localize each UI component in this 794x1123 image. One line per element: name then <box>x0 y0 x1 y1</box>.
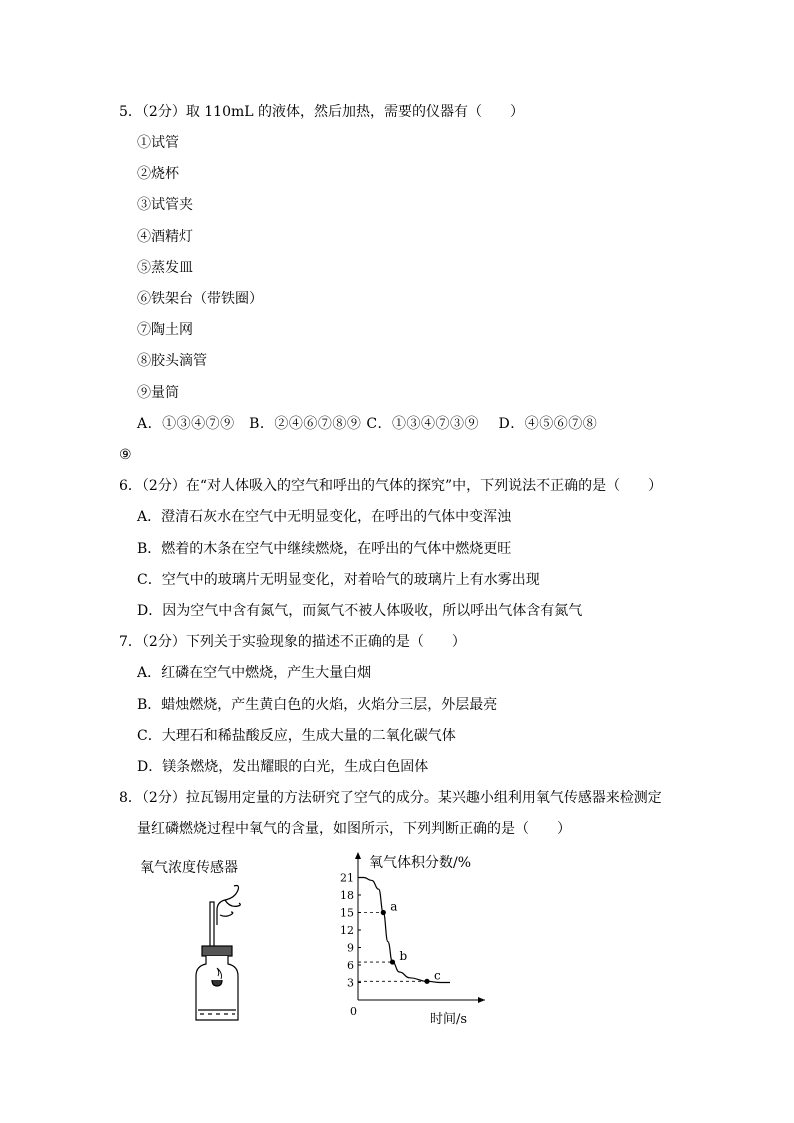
oxygen-chart <box>330 848 505 1028</box>
origin-label: 0 <box>350 1005 357 1018</box>
q8-stem-line1: 8．（2分）拉瓦锡用定量的方法研究了空气的成分。某兴趣小组利用氧气传感器来检测定 <box>119 790 662 806</box>
point-label-b: b <box>399 949 408 964</box>
q5-item-2: ②烧杯 <box>137 166 179 182</box>
oxygen-curve <box>358 878 450 983</box>
sensor-wire <box>217 886 239 926</box>
y-tick-label: 6 <box>347 959 354 972</box>
x-axis-arrow <box>478 997 485 1003</box>
q5-item-1: ①试管 <box>137 135 179 151</box>
y-tick-label: 21 <box>340 871 354 885</box>
y-tick-label: 9 <box>347 941 354 955</box>
point-label-a: a <box>390 899 398 914</box>
q6-option-b: B．燃着的木条在空气中继续燃烧，在呼出的气体中燃烧更旺 <box>137 541 512 557</box>
q7-option-c: C．大理石和稀盐酸反应，生成大量的二氧化碳气体 <box>137 728 456 744</box>
q6-option-c: C．空气中的玻璃片无明显变化，对着哈气的玻璃片上有水雾出现 <box>137 572 540 588</box>
q5-item-5: ⑤蒸发皿 <box>137 260 193 276</box>
q7-option-a: A．红磷在空气中燃烧，产生大量白烟 <box>137 665 372 681</box>
point-b <box>390 959 395 964</box>
q5-choices-wrap: ⑨ <box>119 447 132 463</box>
q5-choices: A．①③④⑦⑨ B．②④⑥⑦⑧⑨ C．①③④⑦③⑨ D．④⑤⑥⑦⑧ <box>137 416 598 432</box>
y-tick-label: 3 <box>347 976 354 990</box>
y-axis-label: 氧气体积分数/% <box>369 855 472 871</box>
y-tick-label: 12 <box>340 924 354 937</box>
q8-stem-line2: 量红磷燃烧过程中氧气的含量，如图所示，下列判断正确的是（ ） <box>137 821 571 837</box>
q6-option-d: D．因为空气中含有氮气，而氮气不被人体吸收，所以呼出气体含有氮气 <box>137 603 583 619</box>
x-axis-label: 时间/s <box>430 1012 468 1027</box>
q7-stem: 7．（2分）下列关于实验现象的描述不正确的是（ ） <box>119 634 466 650</box>
y-tick-label: 15 <box>340 906 354 920</box>
q5-item-4: ④酒精灯 <box>137 229 193 245</box>
y-axis-arrow <box>355 852 361 859</box>
q5-item-6: ⑥铁架台（带铁圈） <box>137 291 263 307</box>
q7-option-b: B．蜡烛燃烧，产生黄白色的火焰，火焰分三层，外层最亮 <box>137 697 498 713</box>
q6-option-a: A．澄清石灰水在空气中无明显变化，在呼出的气体中变浑浊 <box>137 509 512 525</box>
q5-stem: 5．（2分）取 110mL 的液体，然后加热，需要的仪器有（ ） <box>119 104 525 120</box>
q5-item-7: ⑦陶土网 <box>137 322 193 338</box>
apparatus-diagram <box>190 880 260 1025</box>
bottle-stopper <box>202 946 232 956</box>
q5-item-3: ③试管夹 <box>137 197 193 213</box>
apparatus-label: 氧气浓度传感器 <box>140 860 238 876</box>
q5-item-9: ⑨量筒 <box>137 385 179 401</box>
q7-option-d: D．镁条燃烧，发出耀眼的白光，生成白色固体 <box>137 759 429 775</box>
q6-stem: 6．（2分）在“对人体吸入的空气和呼出的气体的探究”中，下列说法不正确的是（ ） <box>119 478 663 494</box>
point-c <box>424 979 429 984</box>
q5-item-8: ⑧胶头滴管 <box>137 353 207 369</box>
point-a <box>381 910 386 915</box>
point-label-c: c <box>434 968 441 983</box>
y-tick-label: 18 <box>340 889 354 902</box>
